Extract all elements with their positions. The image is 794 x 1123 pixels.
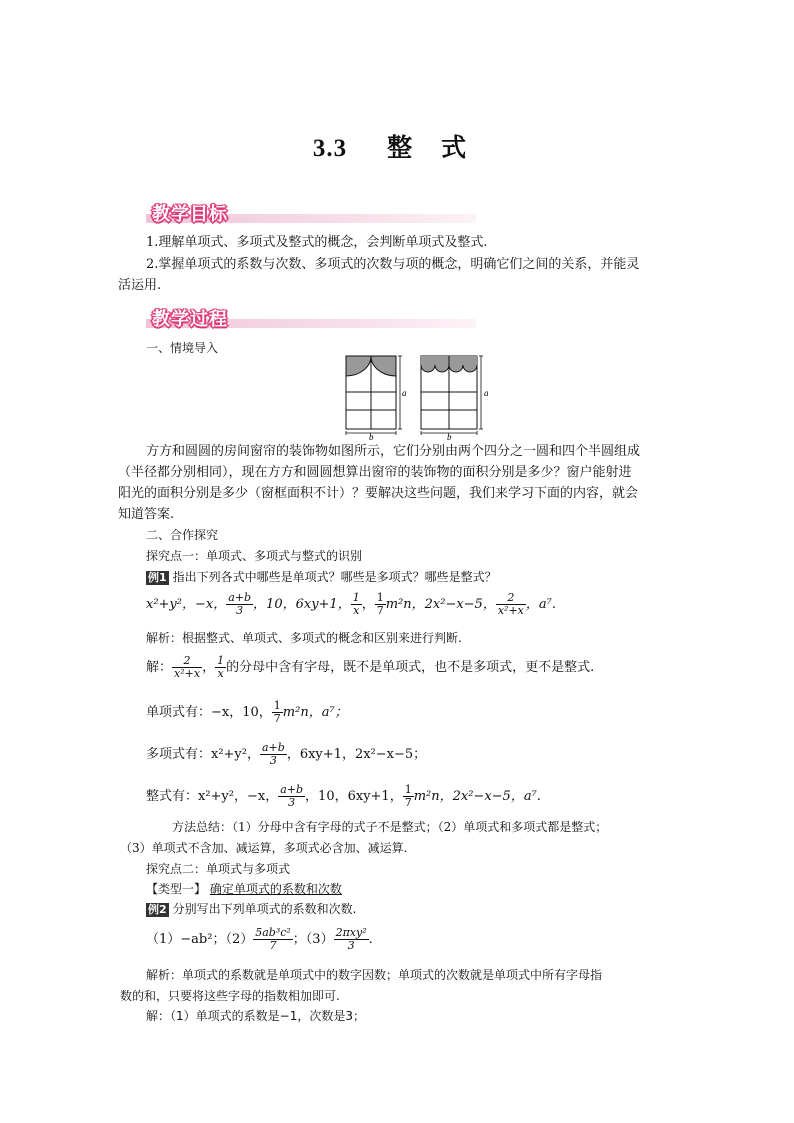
example-2-question [146,899,356,919]
goal-1: 1.理解单项式、多项式及整式的概念，会判断单项式及整式. [146,235,488,250]
explore-point-2: 探究点二：单项式与多项式 [146,862,291,876]
fraction: $\frac{2}{\text{x²+x}}$ [174,654,201,680]
example-1-expressions [146,592,556,617]
method-summary-line-2: （3）单项式不含加、减运算，多项式必含加、减运算. [120,841,408,855]
goal-2-line-2: 活运用. [118,278,162,293]
fraction: $\frac{2}{\text{x²+x}}$ [497,591,524,617]
label-a-left: a [402,388,407,398]
title-char-1: 整 [387,133,414,162]
monomial-list: 单项式有：−x，10， $\frac{1}{7}$ m²n，a⁷； [146,699,348,725]
example-2-items: （1）−ab²；（2） $\frac{\text{5ab³c²}}{7}$ ；（3） $\frac{\text{2πxy²}}{3}$ . [146,926,373,952]
banner-label: 教学目标 [152,204,228,225]
example-1-question [146,567,497,587]
section-1-heading: 一、情境导入 [146,341,219,355]
example-1-tag: 例1 [148,571,167,584]
expr-part: ，10，6xy+1， [253,597,351,612]
method-summary-line-1: 方法总结：（1）分母中含有字母的式子不是整式；（2）单项式和多项式都是整式； [172,820,608,834]
type-1-heading [146,879,342,899]
example-2-solution-1: 解：（1）单项式的系数是−1，次数是3； [146,1009,365,1023]
fraction: $\frac{\text{2πxy²}}{3}$ [335,926,367,952]
fraction: $\frac{1}{7}$ [404,783,412,809]
section-2-heading: 二、合作探究 [146,528,219,542]
expr-part: x²+y²，−x， [146,597,227,612]
expr-part: ， [361,597,375,612]
fraction: $\frac{1}{7}$ [273,699,281,725]
fraction: $\frac{a+b}{3}$ [262,741,285,767]
banner-label: 教学过程 [152,309,228,330]
example-1-text: 指出下列各式中哪些是单项式？哪些是多项式？哪些是整式？ [172,570,497,584]
expr-part: ，a⁷. [525,597,556,612]
example-2-tag: 例2 [148,903,167,916]
polynomial-expression-list: 整式有：x²+y²，−x， $\frac{a+b}{3}$ ，10，6xy+1， $\frac{1}{7}$ m²n，2x²−x−5，a⁷. [146,783,541,809]
intro-line-1: 方方和圆圆的房间窗帘的装饰物如图所示，它们分别由两个四分之一圆和四个半圆组成 [146,444,641,459]
title-char-2: 式 [441,133,468,162]
section-number: 3.3 [312,135,348,162]
polynomial-list: 多项式有：x²+y²， $\frac{a+b}{3}$ ，6xy+1，2x²−x−5； [146,741,427,767]
fraction: $\frac{1}{7}$ [376,591,384,617]
intro-line-4: 知道答案. [118,507,175,522]
expr-part: m²n，2x²−x−5， [385,597,496,612]
window-figure-left [346,356,402,435]
example-1-analysis: 解析：根据整式、单项式、多项式的概念和区别来进行判断. [146,631,462,645]
window-figure-right [421,356,483,435]
type-1-bracket: 【类型一】 [146,882,207,896]
goal-2-line-1: 2.掌握单项式的系数与次数、多项式的次数与项的概念，明确它们之间的关系，并能灵 [146,257,640,272]
banner-teaching-process [146,307,476,329]
fraction: $\frac{a+b}{3}$ [228,591,252,617]
example-2-text: 分别写出下列单项式的系数和次数. [172,902,357,916]
explore-point-1: 探究点一：单项式、多项式与整式的识别 [146,549,363,563]
intro-line-3: 阳光的面积分别是多少（窗框面积不计）？要解决这些问题，我们来学习下面的内容，就会 [118,486,639,501]
fraction: $\frac{1}{x}$ [352,591,360,617]
example-2-analysis-line-2: 数的和，只要将这些字母的指数相加即可. [120,989,340,1003]
label-b-left: b [369,432,374,440]
example-2-analysis-line-1: 解析：单项式的系数就是单项式中的数字因数；单项式的次数就是单项式中所有字母指 [146,968,603,982]
label-b-right: b [447,432,452,440]
example-1-solution: 解： $\frac{2}{\text{x²+x}}$ ， $\frac{1}{x}$ 的分母中含有字母，既不是单项式，也不是多项式，更不是整式. [146,654,595,680]
page-title [0,128,794,164]
banner-teaching-goals [146,202,476,224]
fraction: $\frac{a+b}{3}$ [280,783,304,809]
intro-line-2: （半径都分别相同），现在方方和圆圆想算出窗帘的装饰物的面积分别是多少？窗户能射进 [118,465,632,480]
type-1-title: 确定单项式的系数和次数 [209,882,342,896]
fraction: $\frac{\text{5ab³c²}}{7}$ [255,926,291,952]
curtain-figures [342,354,508,440]
label-a-right: a [484,388,489,398]
fraction: $\frac{1}{x}$ [217,654,225,680]
